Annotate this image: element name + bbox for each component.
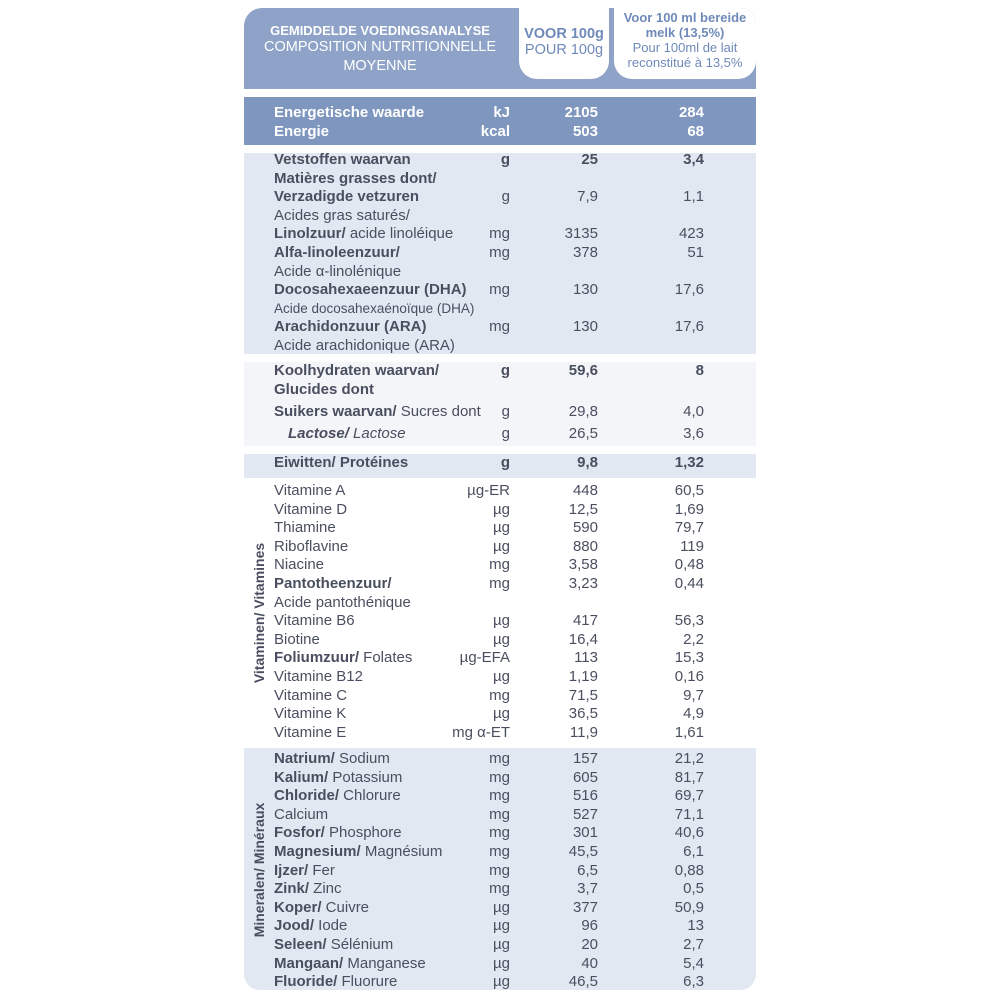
value-per-100g: 130 — [572, 318, 598, 336]
label-part-plain: Biotine — [274, 630, 320, 648]
vitamins-section-label: Vitaminen/ Vitamines — [251, 542, 267, 684]
unit-cell: mg — [489, 750, 510, 767]
value-per-100ml: 50,9 — [674, 898, 704, 916]
label-part-plain: acide linoléique — [345, 225, 454, 243]
value-per-100ml: 0,44 — [674, 575, 704, 592]
label-part-bold: Glucides dont — [274, 381, 375, 398]
label-part-plain: Vitamine C — [274, 686, 348, 704]
unit-cell: g — [501, 188, 510, 206]
unit-cell: g — [500, 151, 510, 168]
unit-cell: mg — [489, 787, 510, 805]
unit-cell: mg — [489, 575, 510, 592]
nutrient-label — [274, 575, 392, 593]
value-per-100g: 1,19 — [568, 668, 598, 685]
value-per-100g: 16,4 — [568, 630, 598, 648]
label-part-plain: Vitamine B6 — [274, 612, 355, 630]
value-per-100g: 25 — [581, 151, 598, 168]
value-per-100ml: 1,69 — [674, 500, 704, 518]
nutrient-label — [274, 649, 412, 667]
label-part-label: Energie — [274, 123, 330, 140]
label-part-bold: Natrium/ — [274, 750, 335, 767]
nutrient-label — [274, 631, 320, 649]
unit-cell: mg — [489, 225, 510, 243]
nutrient-label — [274, 501, 347, 519]
unit-cell: mg — [489, 281, 510, 299]
label-part-bold: Koper/ — [274, 898, 322, 916]
label-part-bold: Foliumzuur/ — [274, 649, 359, 667]
unit-cell: mg — [489, 824, 510, 842]
label-part-bold: Verzadigde vetzuren — [274, 188, 420, 206]
value-per-100g: 157 — [572, 750, 598, 767]
value-per-100g: 2105 — [564, 104, 598, 121]
value-per-100ml: 51 — [687, 244, 704, 261]
unit-cell: g — [501, 403, 510, 420]
value-per-100ml: 17,6 — [674, 281, 704, 299]
value-per-100ml: 79,7 — [674, 519, 704, 537]
table-header — [244, 8, 756, 89]
value-per-100g: 36,5 — [568, 705, 598, 723]
value-per-100g: 377 — [572, 898, 598, 916]
label-part-plain: Vitamine K — [274, 705, 347, 723]
value-per-100ml: 1,32 — [674, 454, 704, 471]
label-part-bold: Kalium/ — [274, 768, 329, 786]
value-per-100ml: 3,6 — [683, 425, 704, 442]
value-per-100ml: 2,2 — [683, 630, 704, 648]
label-part-bold: Pantotheenzuur/ — [274, 575, 392, 592]
value-per-100ml: 0,5 — [683, 880, 704, 898]
header-col-per-100ml — [614, 8, 756, 79]
label-part-plain: Acide pantothénique — [274, 593, 411, 611]
value-per-100g: 29,8 — [568, 403, 598, 420]
value-per-100g: 378 — [572, 244, 598, 261]
label-part-bold: Suikers waarvan/ — [274, 403, 397, 420]
col2-fr-1: Pour 100ml de lait — [632, 40, 738, 55]
value-per-100ml: 4,9 — [683, 705, 704, 723]
label-part-plain: Acide docosahexaénoïque (DHA) — [274, 300, 475, 316]
label-part-bold: Ijzer/ — [274, 861, 309, 879]
value-per-100g: 130 — [572, 281, 598, 299]
value-per-100ml: 119 — [680, 537, 704, 555]
nutrient-label — [274, 705, 346, 723]
unit-cell: mg — [489, 768, 510, 786]
label-part-plain: Iode — [314, 917, 348, 935]
nutrient-label — [274, 806, 328, 824]
value-per-100g: 605 — [572, 768, 598, 786]
value-per-100ml: 1,61 — [674, 723, 704, 741]
label-part-plain: Acide α-linolénique — [274, 262, 402, 280]
label-part-plain: Vitamine D — [274, 500, 348, 518]
header-title-fr-1: COMPOSITION NUTRITIONNELLE — [263, 39, 497, 55]
value-per-100ml: 0,16 — [674, 668, 704, 685]
col2-nl-2: melk (13,5%) — [645, 25, 725, 40]
unit-cell: µg — [493, 936, 510, 953]
unit-cell: µg — [493, 537, 510, 555]
label-part-boldfr: Protéines — [335, 454, 409, 471]
label-part-plain: Sucres dont — [396, 403, 481, 420]
nutrient-label — [274, 862, 335, 880]
label-part-plain: Fluorure — [337, 973, 398, 990]
label-part-bold: Arachidonzuur (ARA) — [274, 318, 427, 336]
nutrient-label — [274, 899, 369, 917]
value-per-100ml: 40,6 — [674, 824, 704, 842]
separator — [244, 89, 756, 97]
nutrient-label — [274, 151, 411, 169]
value-per-100g: 448 — [572, 482, 598, 499]
value-per-100ml: 71,1 — [674, 805, 704, 823]
label-part-label: Energetische waarde — [274, 104, 425, 121]
label-part-bold: Eiwitten/ — [274, 454, 336, 471]
value-per-100g: 26,5 — [568, 425, 598, 442]
label-part-italic: Lactose — [348, 425, 406, 442]
label-part-plain: Magnésium — [360, 843, 443, 860]
value-per-100g: 880 — [572, 537, 598, 555]
value-per-100ml: 6,1 — [683, 843, 704, 860]
label-part-plain: Thiamine — [274, 519, 336, 537]
label-part-plain: Fer — [308, 861, 335, 879]
value-per-100g: 3,58 — [568, 556, 598, 574]
label-part-bold: Seleen/ — [274, 936, 327, 953]
value-per-100g: 527 — [572, 805, 598, 823]
nutrient-label — [274, 955, 426, 973]
nutrient-label — [274, 123, 329, 141]
value-per-100g: 3135 — [564, 225, 598, 243]
nutrient-label — [274, 594, 411, 612]
value-per-100ml: 13 — [687, 917, 704, 935]
nutrient-label — [274, 519, 336, 537]
unit-cell: µg — [493, 668, 510, 685]
label-part-bold: Koolhydraten waarvan/ — [274, 362, 440, 379]
label-part-bold: Vetstoffen waarvan — [274, 151, 411, 168]
value-per-100ml: 15,3 — [674, 649, 704, 667]
unit-cell: µg — [493, 973, 510, 990]
nutrient-label — [274, 769, 402, 787]
unit-cell: µg — [493, 898, 510, 916]
unit-cell: g — [501, 425, 510, 442]
value-per-100g: 96 — [581, 917, 598, 935]
label-part-plain: Manganese — [343, 954, 426, 972]
unit-cell: kJ — [493, 104, 510, 121]
label-part-plain: Acides gras saturés/ — [274, 206, 410, 224]
value-per-100ml: 8 — [695, 362, 704, 379]
unit-cell: g — [500, 454, 510, 471]
label-part-bold: Alfa-linoleenzuur/ — [274, 244, 400, 261]
unit-cell: µg-ER — [467, 482, 510, 499]
value-per-100g: 590 — [572, 519, 598, 537]
nutrient-label — [274, 556, 324, 574]
nutrient-label — [274, 750, 390, 768]
label-part-plain: Sélénium — [326, 936, 394, 953]
value-per-100ml: 284 — [678, 104, 704, 121]
nutrient-label — [274, 917, 347, 935]
label-part-bold: Docosahexaeenzuur (DHA) — [274, 281, 467, 299]
unit-cell: mg α-ET — [452, 723, 510, 741]
nutrient-label — [288, 425, 406, 443]
nutrient-label — [274, 668, 363, 686]
col1-fr: POUR 100g — [524, 42, 604, 58]
header-title-nl: GEMIDDELDE VOEDINGSANALYSE — [270, 23, 490, 38]
nutrient-label — [274, 188, 419, 206]
label-part-plain: Acide arachidonique (ARA) — [274, 337, 455, 354]
unit-cell: µg — [493, 500, 510, 518]
separator — [244, 354, 756, 362]
value-per-100ml: 2,7 — [683, 936, 704, 953]
label-part-plain: Potassium — [328, 768, 403, 786]
label-part-bold: Linolzuur/ — [274, 225, 346, 243]
value-per-100g: 503 — [572, 123, 598, 140]
header-col-per-100g — [519, 8, 609, 79]
nutrient-label — [274, 724, 346, 742]
value-per-100g: 20 — [581, 936, 598, 953]
unit-cell: µg — [493, 705, 510, 723]
value-per-100g: 3,7 — [577, 880, 598, 898]
label-part-plain: Sodium — [334, 750, 390, 767]
label-part-plain: Vitamine B12 — [274, 668, 363, 685]
unit-cell: mg — [489, 686, 510, 704]
unit-cell: µg — [493, 917, 510, 935]
nutrient-label — [274, 973, 397, 990]
value-per-100g: 71,5 — [568, 686, 598, 704]
value-per-100ml: 6,3 — [683, 973, 704, 990]
label-part-plain: Riboflavine — [274, 537, 349, 555]
label-part-plain: Zinc — [309, 880, 342, 898]
unit-cell: µg-EFA — [459, 649, 510, 667]
minerals-section-label: Mineralen/ Minéraux — [251, 802, 267, 938]
col2-nl-1: Voor 100 ml bereide — [623, 10, 747, 25]
unit-cell: mg — [489, 861, 510, 879]
label-part-bold: Fluoride/ — [274, 973, 338, 990]
nutrient-label — [274, 381, 374, 399]
label-part-bold: Fosfor/ — [274, 824, 325, 842]
label-part-plain: Chlorure — [339, 787, 401, 805]
value-per-100ml: 0,88 — [674, 861, 704, 879]
value-per-100ml: 9,7 — [683, 686, 704, 704]
label-part-plain: Folates — [359, 649, 413, 667]
label-part-plain: Vitamine A — [274, 482, 346, 499]
value-per-100ml: 0,48 — [674, 556, 704, 574]
col1-nl: VOOR 100g — [524, 26, 604, 42]
value-per-100g: 417 — [572, 612, 598, 630]
value-per-100ml: 5,4 — [683, 954, 704, 972]
value-per-100g: 46,5 — [568, 973, 598, 990]
label-part-bold: Mangaan/ — [274, 954, 344, 972]
value-per-100g: 40 — [581, 954, 598, 972]
nutrition-table — [244, 8, 756, 990]
unit-cell: µg — [493, 630, 510, 648]
value-per-100ml: 60,5 — [674, 482, 704, 499]
label-part-bold: Magnesium/ — [274, 843, 361, 860]
value-per-100ml: 17,6 — [674, 318, 704, 336]
label-part-plain: Cuivre — [321, 898, 370, 916]
nutrient-label — [274, 170, 437, 188]
nutrient-label — [274, 263, 401, 281]
unit-cell: g — [500, 362, 510, 379]
label-part-italicbold: Lactose/ — [288, 425, 349, 442]
value-per-100ml: 1,1 — [683, 188, 704, 206]
value-per-100ml: 4,0 — [683, 403, 704, 420]
unit-cell: mg — [489, 843, 510, 860]
label-part-plain: Phosphore — [324, 824, 402, 842]
label-part-bold: Zink/ — [274, 880, 310, 898]
nutrient-label — [274, 687, 347, 705]
nutrient-label — [274, 880, 342, 898]
value-per-100ml: 21,2 — [674, 750, 704, 767]
value-per-100g: 6,5 — [577, 861, 598, 879]
value-per-100g: 3,23 — [568, 575, 598, 592]
unit-cell: mg — [489, 556, 510, 574]
value-per-100g: 516 — [572, 787, 598, 805]
header-title-fr-2: MOYENNE — [343, 58, 417, 74]
nutrient-label — [274, 104, 424, 122]
value-per-100ml: 69,7 — [674, 787, 704, 805]
nutrient-label — [274, 337, 455, 355]
unit-cell: mg — [489, 805, 510, 823]
nutrient-label — [274, 538, 348, 556]
nutrient-label — [274, 300, 474, 318]
value-per-100g: 7,9 — [577, 188, 598, 206]
value-per-100g: 11,9 — [569, 723, 598, 741]
separator — [244, 446, 756, 454]
value-per-100g: 12,5 — [568, 500, 598, 518]
value-per-100ml: 81,7 — [674, 768, 704, 786]
value-per-100g: 301 — [572, 824, 598, 842]
nutrient-label — [274, 244, 400, 262]
nutrient-label — [274, 824, 402, 842]
unit-cell: mg — [489, 318, 510, 336]
label-part-bold: Jood/ — [274, 917, 314, 935]
value-per-100ml: 3,4 — [683, 151, 704, 168]
label-part-plain: Vitamine E — [274, 723, 347, 741]
nutrient-label — [274, 454, 408, 472]
value-per-100g: 45,5 — [568, 843, 598, 860]
value-per-100ml: 68 — [687, 123, 704, 140]
nutrient-label — [274, 482, 345, 500]
unit-cell: mg — [489, 880, 510, 898]
col2-fr-2: reconstitué à 13,5% — [627, 55, 743, 70]
label-part-plain: Calcium — [274, 805, 329, 823]
value-per-100ml: 423 — [678, 225, 704, 243]
unit-cell: µg — [493, 612, 510, 630]
label-part-bold: Matières grasses dont/ — [274, 169, 437, 187]
value-per-100ml: 56,3 — [674, 612, 704, 630]
value-per-100g: 59,6 — [568, 362, 598, 379]
nutrient-label — [274, 612, 355, 630]
label-part-bold: Chloride/ — [274, 787, 340, 805]
nutrient-label — [274, 787, 401, 805]
unit-cell: µg — [493, 519, 510, 537]
nutrient-label — [274, 936, 393, 954]
unit-cell: kcal — [480, 123, 510, 140]
unit-cell: µg — [493, 954, 510, 972]
label-part-plain: Niacine — [274, 556, 325, 574]
unit-cell: mg — [489, 244, 510, 261]
header-title — [244, 8, 516, 76]
value-per-100g: 113 — [574, 649, 598, 667]
nutrient-label — [274, 207, 410, 225]
value-per-100g: 9,8 — [577, 454, 598, 471]
